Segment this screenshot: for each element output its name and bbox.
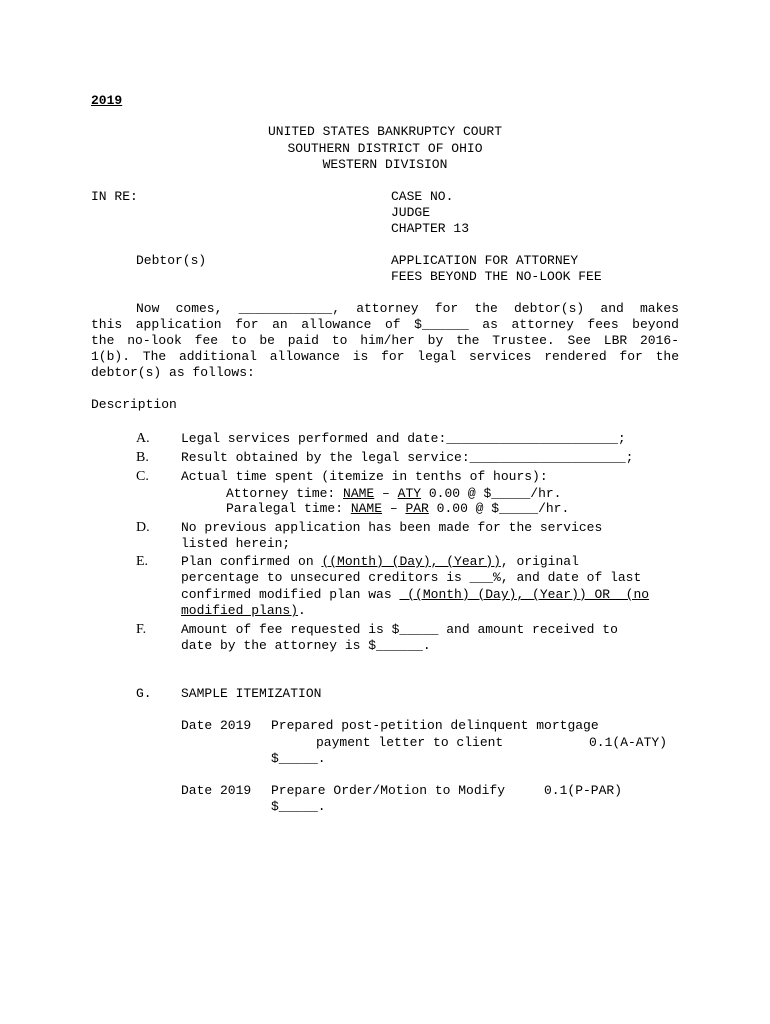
intro-line-3: the no-look fee to be paid to him/her by the Trustee. See LBR 2016- — [91, 333, 679, 348]
item-a-text: Legal services performed and date:______________________; — [181, 431, 626, 446]
case-no-label: CASE NO. — [391, 189, 454, 204]
judge-label: JUDGE — [391, 205, 431, 220]
in-re-label: IN RE: — [91, 189, 138, 204]
item-e-line-3 — [181, 587, 649, 603]
paralegal-time-label: Paralegal time: — [226, 501, 351, 516]
item-d-line-2: listed herein; — [181, 536, 291, 551]
item-b-letter: B. — [136, 450, 149, 465]
plan-confirmed-label: Plan confirmed on — [181, 554, 322, 569]
plan-original-label: , original — [500, 554, 579, 569]
item-c-text: Actual time spent (itemize in tenths of hours): — [181, 469, 548, 484]
court-line-2: SOUTHERN DISTRICT OF OHIO — [287, 141, 483, 156]
paralegal-name: NAME — [350, 501, 383, 516]
entry-1-amount: $_____. — [271, 751, 326, 766]
court-line-3: WESTERN DIVISION — [322, 157, 448, 172]
attorney-name: NAME — [343, 486, 375, 501]
item-e-period: . — [298, 603, 306, 618]
attorney-time-label: Attorney time: — [226, 486, 344, 501]
item-b-text: Result obtained by the legal service:____________________; — [181, 450, 634, 465]
debtors-label: Debtor(s) — [136, 253, 207, 268]
item-a-letter: A. — [136, 431, 150, 446]
item-g-text: SAMPLE ITEMIZATION — [181, 686, 322, 701]
entry-1-desc-line-1: Prepared post-petition delinquent mortgage — [271, 718, 599, 733]
item-d-letter: D. — [136, 520, 150, 535]
item-e-line-4 — [181, 603, 306, 619]
application-title-1: APPLICATION FOR ATTORNEY — [391, 253, 579, 268]
intro-line-5: debtor(s) as follows: — [91, 365, 255, 380]
attorney-code: ATY — [397, 486, 422, 501]
no-modified-plans: modified plans) — [181, 603, 299, 618]
intro-line-2: this application for an allowance of $______ as attorney fees beyond — [91, 317, 679, 332]
modified-plan-date: ((Month) (Day), (Year)) OR (no — [399, 587, 650, 602]
item-e-line-2: percentage to unsecured creditors is ___%, and date of last — [181, 570, 642, 585]
intro-line-4: 1(b). The additional allowance is for legal services rendered for the — [91, 349, 679, 364]
application-title-2: FEES BEYOND THE NO-LOOK FEE — [391, 269, 602, 284]
entry-1-desc-line-2: payment letter to client — [316, 735, 504, 750]
entry-2-date: Date 2019 — [181, 783, 252, 798]
paralegal-dash: – — [382, 501, 406, 516]
entry-1-date: Date 2019 — [181, 718, 252, 733]
court-line-1: UNITED STATES BANKRUPTCY COURT — [267, 124, 503, 139]
attorney-time-line — [226, 486, 562, 502]
entry-2-amount: $_____. — [271, 799, 326, 814]
intro-line-1: Now comes, ____________, attorney for the debtor(s) and makes — [136, 301, 679, 316]
modified-plan-label: confirmed modified plan was — [181, 587, 400, 602]
item-e-letter: E. — [136, 554, 149, 569]
item-d-line-1: No previous application has been made for the services — [181, 520, 603, 535]
item-c-letter: C. — [136, 469, 149, 484]
chapter-label: CHAPTER 13 — [391, 221, 470, 236]
entry-2-desc: Prepare Order/Motion to Modify — [271, 783, 506, 798]
attorney-dash: – — [374, 486, 398, 501]
attorney-rate: 0.00 @ $_____/hr. — [421, 486, 562, 501]
plan-confirmed-date: ((Month) (Day), (Year)) — [321, 554, 501, 569]
year-label: 2019 — [91, 93, 123, 108]
item-f-letter: F. — [136, 622, 147, 637]
entry-2-hours: 0.1(P-PAR) — [544, 783, 623, 798]
paralegal-time-line — [226, 501, 569, 517]
description-heading: Description — [91, 397, 177, 412]
item-g-letter: G. — [136, 686, 152, 701]
entry-1-hours: 0.1(A-ATY) — [589, 735, 668, 750]
item-f-line-2: date by the attorney is $______. — [181, 638, 431, 653]
paralegal-code: PAR — [405, 501, 429, 516]
paralegal-rate: 0.00 @ $_____/hr. — [428, 501, 570, 516]
item-f-line-1: Amount of fee requested is $_____ and amount received to — [181, 622, 618, 637]
item-e-line-1 — [181, 554, 579, 570]
